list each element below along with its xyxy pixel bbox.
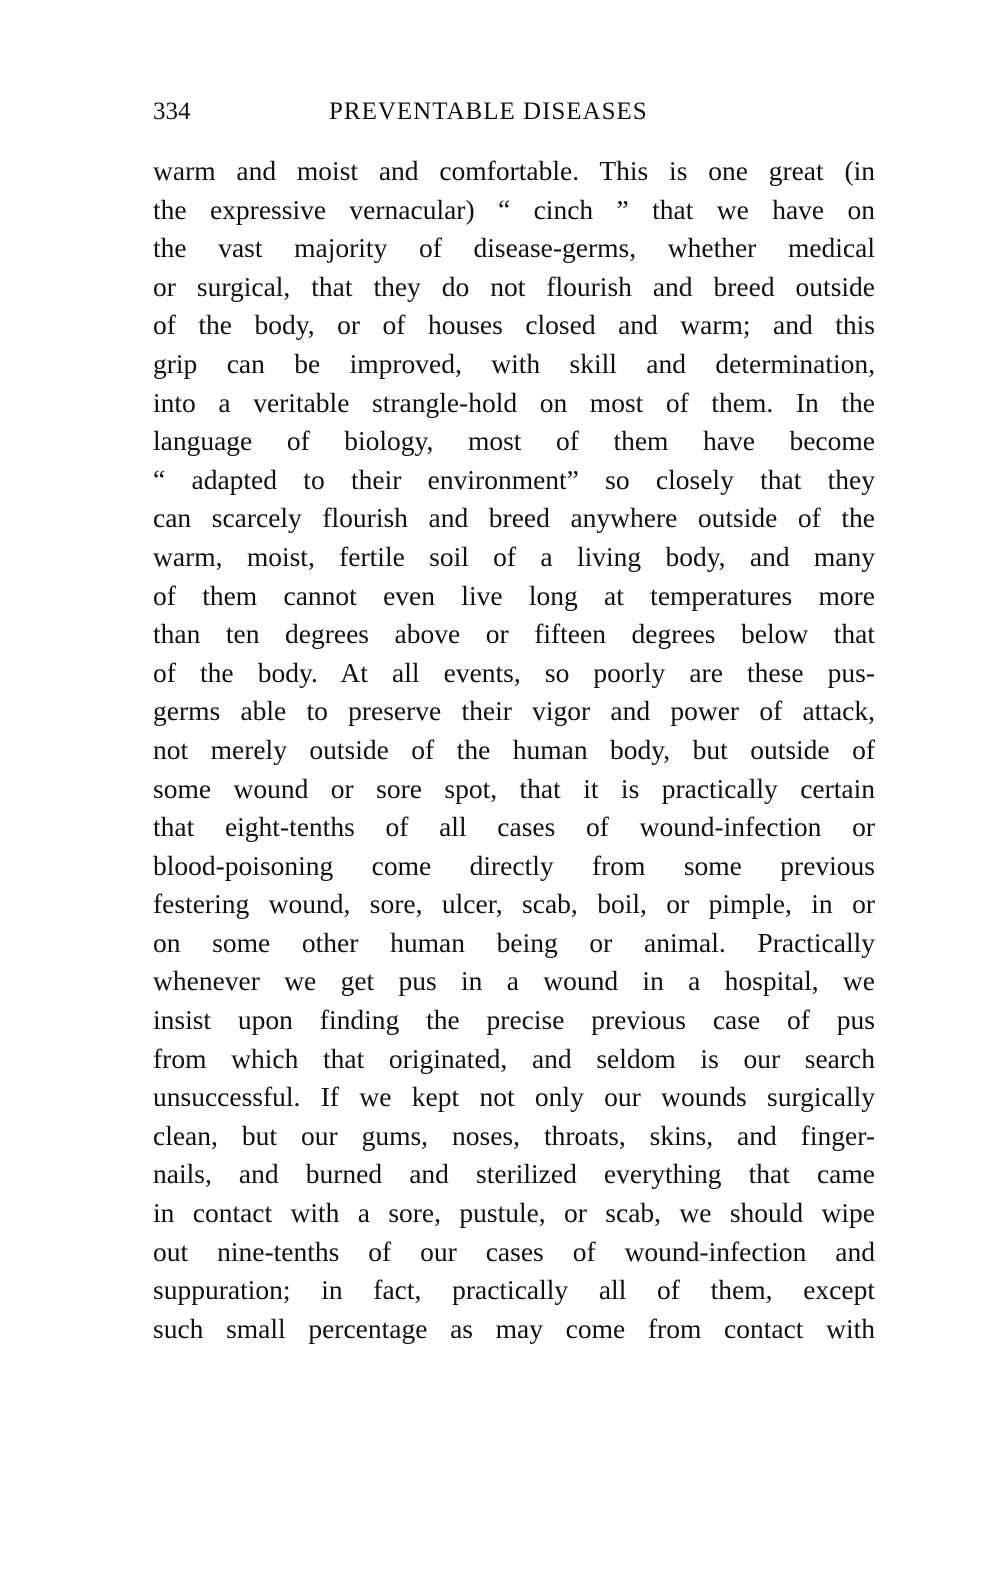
text-line: than ten degrees above or fifteen degrees below that: [153, 618, 875, 650]
text-line: warm, moist, fertile soil of a living body, and many: [153, 540, 875, 572]
text-line: on some other human being or animal. Practically: [153, 926, 875, 958]
text-line: some wound or sore spot, that it is practically certain: [153, 772, 875, 804]
running-title: PREVENTABLE DISEASES: [329, 98, 648, 125]
text-line: out nine-tenths of our cases of wound-infection and: [153, 1235, 875, 1267]
text-line: clean, but our gums, noses, throats, skins, and finger-: [153, 1119, 875, 1151]
text-line: from which that originated, and seldom is our search: [153, 1042, 875, 1074]
page-header: [153, 98, 875, 134]
text-line: the vast majority of disease-germs, whether medical: [153, 232, 875, 264]
text-line: germs able to preserve their vigor and power of attack,: [153, 695, 875, 727]
text-line: blood-poisoning come directly from some previous: [153, 849, 875, 881]
text-line: into a veritable strangle-hold on most of them. In the: [153, 386, 875, 418]
page-number: 334: [153, 98, 191, 125]
text-line: or surgical, that they do not flourish and breed outside: [153, 270, 875, 302]
text-line: grip can be improved, with skill and determination,: [153, 347, 875, 379]
text-line: insist upon finding the precise previous case of pus: [153, 1004, 875, 1036]
text-line: not merely outside of the human body, but outside of: [153, 733, 875, 765]
text-line: of the body, or of houses closed and warm; and this: [153, 309, 875, 341]
text-line: of them cannot even live long at temperatures more: [153, 579, 875, 611]
body-text: [153, 152, 875, 1348]
text-line: can scarcely flourish and breed anywhere outside of the: [153, 502, 875, 534]
text-line: of the body. At all events, so poorly are these pus-: [153, 656, 875, 688]
text-line: nails, and burned and sterilized everything that came: [153, 1158, 875, 1190]
text-line: suppuration; in fact, practically all of them, except: [153, 1274, 875, 1306]
text-line: in contact with a sore, pustule, or scab, we should wipe: [153, 1197, 875, 1229]
text-line: warm and moist and comfortable. This is one great (in: [153, 155, 875, 186]
text-line: unsuccessful. If we kept not only our wounds surgically: [153, 1081, 875, 1113]
text-line: language of biology, most of them have become: [153, 425, 875, 457]
text-line: whenever we get pus in a wound in a hospital, we: [153, 965, 875, 997]
text-line: such small percentage as may come from contact with: [153, 1312, 875, 1344]
text-line: the expressive vernacular) “ cinch ” that we have on: [153, 193, 875, 225]
text-line: “ adapted to their environment” so closely that they: [153, 463, 875, 495]
text-line: festering wound, sore, ulcer, scab, boil, or pimple, in or: [153, 888, 875, 920]
text-line: that eight-tenths of all cases of wound-infection or: [153, 811, 875, 843]
